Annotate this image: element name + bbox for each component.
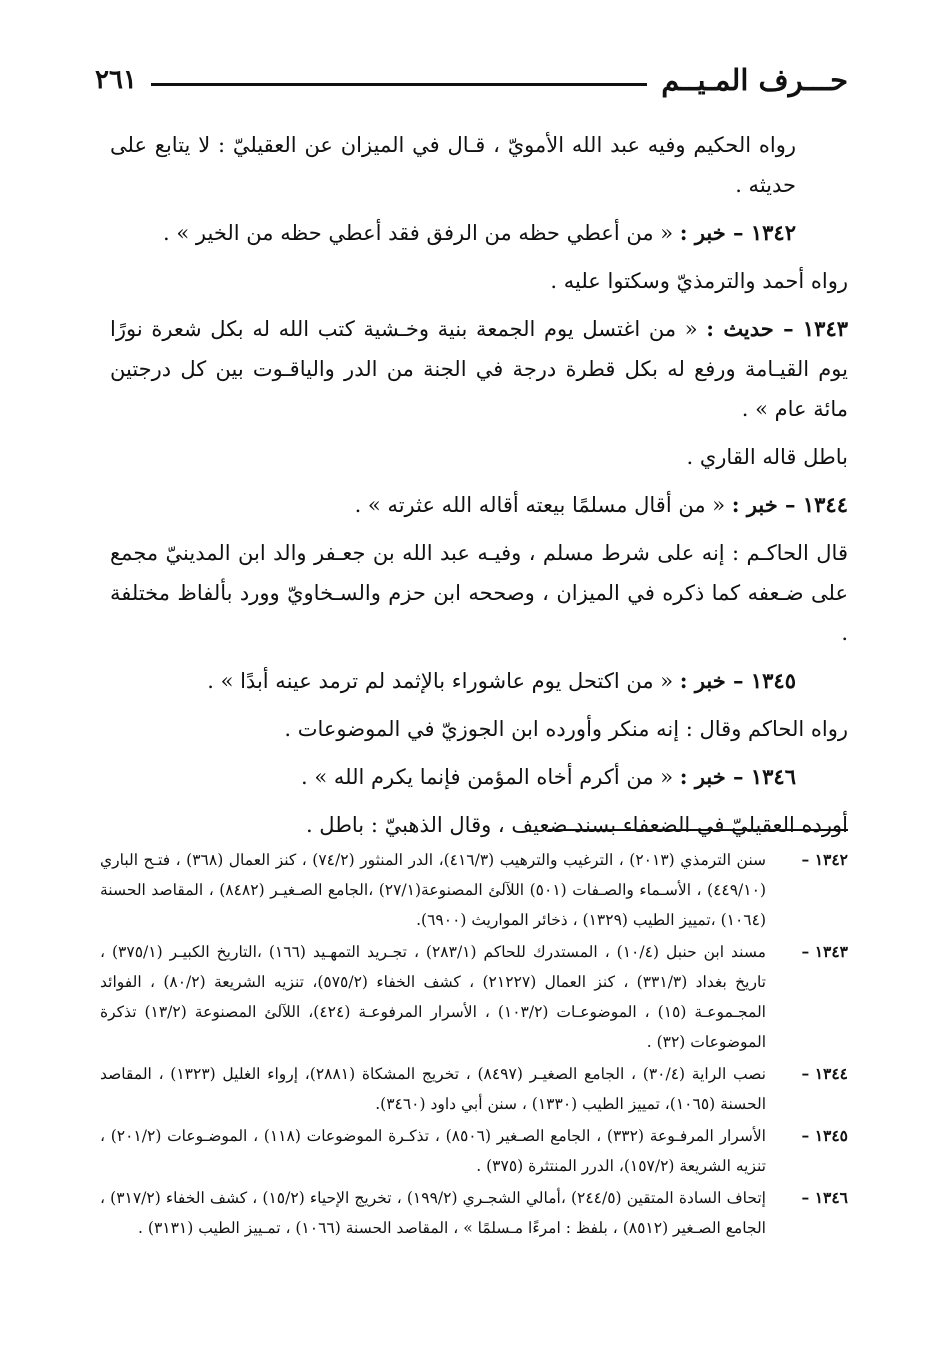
entry-number: ١٣٤٤ – خبر :	[731, 492, 848, 517]
footnote-text: الأسرار المرفـوعة (٣٣٢) ، الجامع الصـغير (٨٥٠٦) ، تذكـرة الموضوعات (١١٨) ، الموضـوعات (٢٠١/٢) ، تنزيه الشريعة (١٥٧/٢)، الدرر المنتثرة (٣٧٥) .	[100, 1127, 766, 1175]
hadith-text: « من اكتحل يوم عاشوراء بالإثمد لم ترمد عينه أبدًا » .	[207, 669, 680, 693]
paragraph-text: رواه أحمد والترمذيّ وسكتوا عليه .	[550, 269, 848, 293]
hadith-entry	[110, 757, 848, 797]
hadith-text: « من أكرم أخاه المؤمن فإنما يكرم الله » .	[301, 765, 680, 789]
paragraph-text: رواه الحكيم وفيه عبد الله الأمويّ ، قـال في الميزان عن العقيليّ : لا يتابع على حديثه .	[110, 133, 796, 197]
hadith-text: « من أقال مسلمًا بيعته أقاله الله عثرته » .	[354, 493, 732, 517]
chapter-title: حـــرف المـيــم	[661, 63, 848, 97]
footnote-number: ١٣٤٥ –	[801, 1126, 848, 1145]
footnote-text: مسند ابن حنبل (١٠/٤) ، المستدرك للحاكم (٢٨٣/١) ، تجـريد التمهـيد (١٦٦) ،التاريخ الكبيـر (٣٧٥/١) ، تاريخ بغداد (٣٣١/٣) ، كنز العمال (٢١٢٢٧) ، كشف الخفاء (٥٧٥/٢)، تنزيه الشريعة (٨٠/٢) ، الفوائد المجـموعـة (١٥) ، الموضوعـات (١٠٣/٢) ، الأسرار المرفوعـة (٤٢٤)، اللآلئ المصنوعة (١٣/٢) تذكرة الموضوعات (٣٢) .	[100, 943, 766, 1051]
hadith-text: « من اغتسل يوم الجمعة بنية وخـشية كتب الله له بكل شعرة نورًا يوم القيـامة ورفع له بكل قطرة درجة في الجنة من الدر والياقـوت بين كل درجتين مائة عام » .	[110, 317, 848, 421]
paragraph-text: باطل قاله القاري .	[686, 445, 848, 469]
footnote-number: ١٣٤٣ –	[801, 942, 848, 961]
footnote-text: إتحاف السادة المتقين (٢٤٤/٥) ،أمالي الشجـري (١٩٩/٢) ، تخريج الإحياء (١٥/٢) ، كشف الخفاء (٣١٧/٢) ، الجامع الصـغير (٨٥١٢) ، بلفظ : امرءًا مـسلمًا » ، المقاصد الحسنة (١٠٦٦) ، تمـييز الطيب (٣١٣١) .	[100, 1189, 766, 1237]
paragraph	[110, 437, 848, 477]
footnote-divider	[548, 829, 848, 831]
footnote-number: ١٣٤٦ –	[801, 1188, 848, 1207]
paragraph	[110, 805, 848, 845]
page-header	[95, 55, 848, 105]
paragraph-text: رواه الحاكم وقال : إنه منكر وأورده ابن الجوزيّ في الموضوعات .	[284, 717, 848, 741]
footnote-text: نصب الراية (٣٠/٤) ، الجامع الصغيـر (٨٤٩٧) ، تخريج المشكاة (٢٨٨١)، إرواء الغليل (١٣٢٣) ، المقاصد الحسنة (١٠٦٥)، تمييز الطيب (١٣٣٠) ، سنن أبي داود (٣٤٦٠).	[100, 1065, 766, 1113]
paragraph-text: أورده العقيليّ في الضعفاء بسند ضعيف ، وقال الذهبيّ : باطل .	[305, 813, 848, 837]
footnote-number: ١٣٤٤ –	[801, 1064, 848, 1083]
footnotes	[100, 845, 848, 1245]
hadith-entry	[110, 485, 848, 525]
footnote	[100, 1183, 848, 1243]
main-text	[110, 125, 848, 853]
hadith-entry	[110, 309, 848, 429]
header-rule	[151, 83, 647, 86]
entry-number: ١٣٤٥ – خبر :	[679, 668, 796, 693]
paragraph	[110, 125, 848, 205]
footnote-text: سنن الترمذي (٢٠١٣) ، الترغيب والترهيب (٤١٦/٣)، الدر المنثور (٧٤/٢) ، كنز العمال (٣٦٨) ، فتـح الباري (٤٤٩/١٠) ، الأسـماء والصـفات (٥٠١) اللآلئ المصنوعة(٢٧/١) ،الجامع الصـغيـر (٨٤٨٢) ، المقاصد الحسنة (١٠٦٤) ،تمييز الطيب (١٣٢٩) ، ذخائر المواريث (٦٩٠٠).	[100, 851, 766, 929]
hadith-entry	[110, 213, 848, 253]
footnote	[100, 937, 848, 1057]
hadith-text: « من أعطي حظه من الرفق فقد أعطي حظه من الخير » .	[163, 221, 680, 245]
entry-number: ١٣٤٣ – حديث :	[706, 316, 849, 341]
paragraph	[110, 261, 848, 301]
entry-number: ١٣٤٦ – خبر :	[679, 764, 796, 789]
page-number: ٢٦١	[95, 65, 137, 95]
footnote	[100, 1121, 848, 1181]
entry-number: ١٣٤٢ – خبر :	[679, 220, 796, 245]
hadith-entry	[110, 661, 848, 701]
paragraph	[110, 533, 848, 653]
paragraph	[110, 709, 848, 749]
paragraph-text: قال الحاكـم : إنه على شرط مسلم ، وفيـه عبد الله بن جعـفر والد ابن المدينيّ مجمع على ضـعفه كما ذكره في الميزان ، وصححه ابن حزم والسـخاويّ وورد بألفاظ مختلفة .	[110, 541, 848, 645]
footnote	[100, 845, 848, 935]
footnote-number: ١٣٤٢ –	[801, 850, 848, 869]
footnote	[100, 1059, 848, 1119]
